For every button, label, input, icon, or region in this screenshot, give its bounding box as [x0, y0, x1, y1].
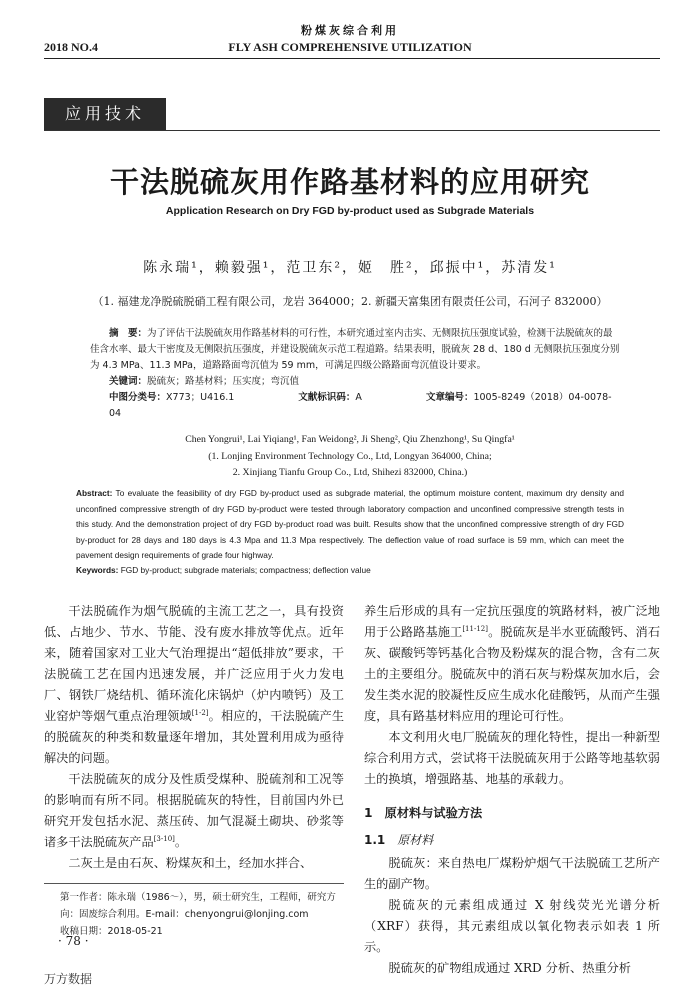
abstract-en-label: Abstract: — [76, 488, 113, 498]
footnote-rule — [44, 883, 344, 884]
paragraph: 干法脱硫灰的成分及性质受煤种、脱硫剂和工况等的影响而有所不同。根据脱硫灰的特性，目前国内外已研究开发包括水泥、蒸压砖、加气混凝土砌块、砂浆等诸多干法脱硫灰产品[3-10]。 — [44, 772, 344, 849]
keywords-en-label: Keywords: — [76, 565, 119, 575]
doc-code-value: A — [355, 392, 362, 403]
affiliation: （1. 福建龙净脱硫脱硝工程有限公司，龙岩 364000；2. 新疆天富集团有限责任公司，石河子 832000） — [92, 295, 608, 308]
affiliation-en-1: (1. Lonjing Environment Technology Co., Ltd, Longyan 364000, China; — [208, 451, 492, 462]
section-rule — [44, 130, 660, 131]
keywords-en-value: FGD by-product; subgrade materials; compactness; deflection value — [120, 565, 371, 575]
clc-value: X773；U416.1 — [166, 392, 235, 403]
clc-label: 中图分类号： — [109, 392, 167, 403]
citation: [11-12] — [462, 624, 488, 633]
paper-title-en: Application Research on Dry FGD by-product used as Subgrade Materials — [165, 205, 535, 217]
header-rule — [44, 58, 660, 59]
keywords-cn-value: 脱硫灰；路基材料；压实度；弯沉值 — [147, 376, 300, 387]
citation: [3-10] — [153, 834, 175, 843]
authors: 陈永瑞¹，赖毅强¹，范卫东²，姬 胜²，邱振中¹，苏清发¹ — [143, 260, 557, 276]
section-tag: 应用技术 — [44, 98, 166, 130]
paper-title: 干法脱硫灰用作路基材料的应用研究 — [109, 165, 590, 199]
subsection-title: 原材料 — [397, 833, 434, 847]
keywords-cn — [90, 374, 620, 390]
article-no-label: 文章编号： — [425, 392, 474, 403]
footnote-received: 收稿日期：2018-05-21 — [60, 926, 163, 937]
keywords-en — [76, 565, 624, 575]
paragraph: 二灰土是由石灰、粉煤灰和土，经加水拌合、 — [68, 856, 313, 870]
journal-name-en: FLY ASH COMPREHENSIVE UTILIZATION — [228, 40, 472, 54]
paragraph: 脱硫灰：来自热电厂煤粉炉烟气干法脱硫工艺所产生的副产物。 — [364, 856, 660, 891]
article-no-value: 1005-8249（2018）04-0078-04 — [109, 392, 612, 419]
paragraph: 干法脱硫作为烟气脱硫的主流工艺之一，具有投资低、占地少、节水、节能、没有废水排放等优点。近年来，随着国家对工业大气治理提出“超低排放”要求，干法脱硫工艺在国内迅速发展，并广泛应用于火力发电厂、钢铁厂烧结机、循环流化床锅炉（炉内喷钙）及工业窑炉等烟气重点治理领域[1-2]。相应的，干法脱硫产生的脱硫灰的种类和数量逐年增加，其处置利用成为亟待解决的问题。 — [44, 604, 345, 765]
paragraph: 脱硫灰的矿物组成通过 XRD 分析、热重分析 — [388, 961, 631, 975]
abstract-cn-text — [90, 326, 620, 374]
body-column-right — [364, 601, 660, 979]
paragraph: 养生后形成的具有一定抗压强度的筑路材料，被广泛地用于公路路基施工[11-12]。脱硫灰是半水亚硫酸钙、消石灰、碳酸钙等钙基化合物及粉煤灰的混合物，含有二灰土的主要组分。脱硫灰中的消石灰与粉煤灰加水后，会发生类水泥的胶凝性反应生成水化硅酸钙，从而产生强度，具有路基材料应用的理论可行性。 — [364, 604, 661, 723]
paragraph: 脱硫灰的元素组成通过 X 射线荧光光谱分析（XRF）获得，其元素组成以氧化物表示如表 1 所示。 — [364, 898, 660, 954]
footnote — [44, 889, 344, 940]
doc-code-label: 文献标识码： — [298, 392, 356, 403]
keywords-cn-label: 关键词： — [109, 376, 148, 387]
subsection-heading — [364, 830, 660, 851]
abstract-cn-label: 摘 要： — [109, 328, 148, 339]
body-column-left — [44, 601, 344, 874]
footnote-author: 第一作者：陈永瑞（1986～），男，硕士研究生，工程师，研究方向：固废综合利用。E-mail：chenyongrui@lonjing.com — [60, 892, 336, 920]
watermark: 万方数据 — [44, 972, 93, 986]
affiliation-en-2: 2. Xinjiang Tianfu Group Co., Ltd, Shihezi 832000, China.) — [232, 467, 468, 478]
page-number: · 78 · — [58, 934, 89, 948]
abstract-en-body: To evaluate the feasibility of dry FGD by-product used as subgrade material, the optimum moisture content, maximum dry density and unconfined compressive strength of dry FGD by-product were tested through laboratory compaction and unconfined compressive strength tests in this study. And the demonstration project of dry FGD by-product road was built. Results show that the unconfined compressive strength of dry FGD by-product for 28 days and 180 days is 4.3 Mpa and 11.3 Mpa respectively. The deflection value of road surface is 59 mm, which can meet the pavement design requirements of grade four highway. — [76, 488, 624, 560]
abstract-en — [76, 486, 624, 564]
year-issue: 2018 NO.4 — [44, 40, 98, 54]
classification-line — [90, 390, 620, 422]
abstract-cn — [90, 326, 620, 422]
paragraph: 本文利用火电厂脱硫灰的理化特性，提出一种新型综合利用方式，尝试将干法脱硫灰用于公路等地基软弱土的换填，增强路基、地基的承载力。 — [364, 730, 660, 786]
citation: [1-2] — [191, 708, 209, 717]
section-heading: 1 原材料与试验方法 — [364, 806, 483, 820]
subsection-number: 1.1 — [364, 833, 386, 847]
journal-name-cn: 粉煤灰综合利用 — [301, 24, 399, 37]
authors-en: Chen Yongrui¹, Lai Yiqiang¹, Fan Weidong², Ji Sheng², Qiu Zhenzhong¹, Su Qingfa¹ — [185, 434, 515, 445]
abstract-cn-body: 为了评估干法脱硫灰用作路基材料的可行性，本研究通过室内击实、无侧限抗压强度试验，检测干法脱硫灰的最佳含水率、最大干密度及无侧限抗压强度，并建设脱硫灰示范工程道路。结果表明，脱硫灰 28 d、180 d 无侧限抗压强度分别为 4.3 MPa、11.3 MPa，道路路面弯沉值为 59 mm，可满足四级公路路面弯沉值设计要求。 — [90, 328, 620, 371]
